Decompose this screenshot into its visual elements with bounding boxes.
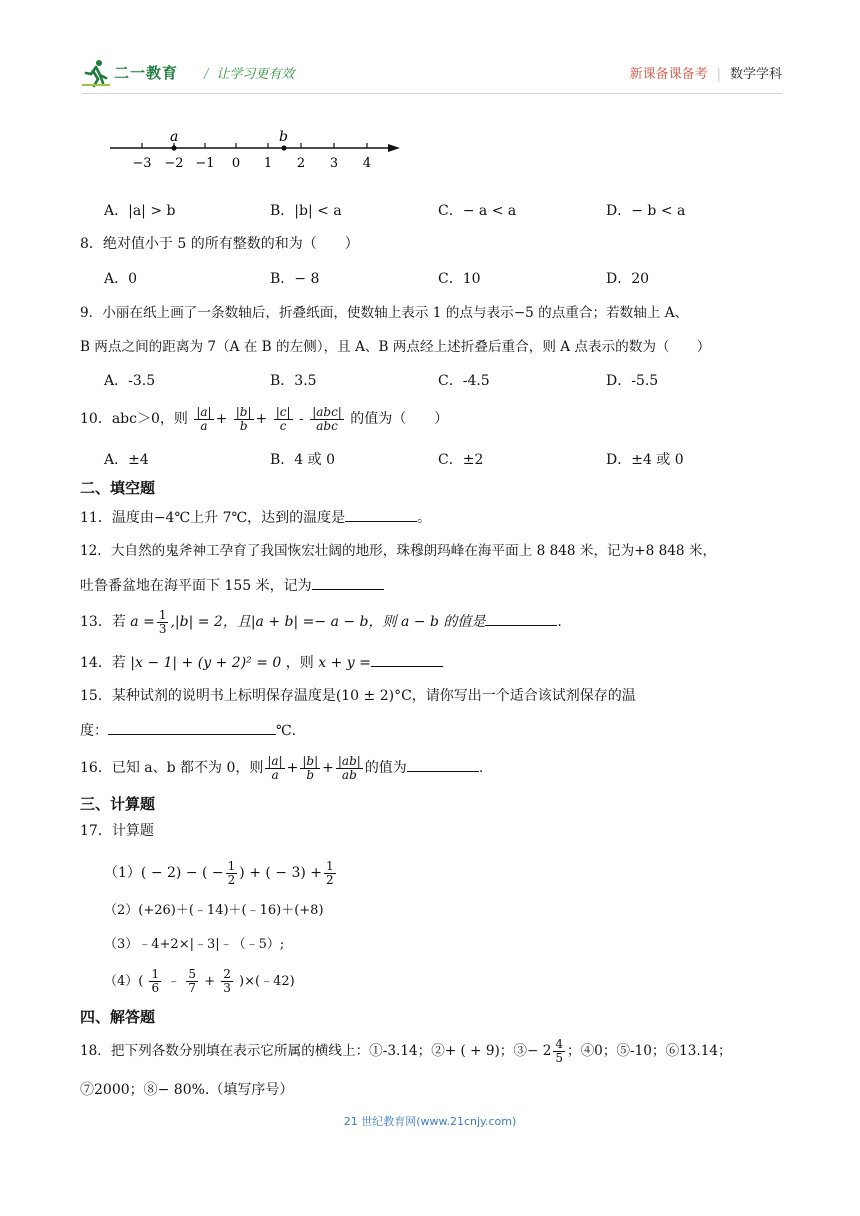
fraction: $\frac{5}{7}$ bbox=[188, 967, 197, 995]
q7-option-d: D．− b < a bbox=[606, 203, 686, 219]
number-line bbox=[104, 125, 414, 179]
slogan: / 让学习更有效 bbox=[204, 67, 295, 82]
q15-line1: 15．某种试剂的说明书上标明保存温度是(10 ± 2)°C，请你写出一个适合该试剂保存的温 bbox=[80, 688, 636, 704]
q7-option-c: C．− a < a bbox=[438, 203, 517, 219]
tick-labels bbox=[132, 156, 371, 171]
q8-stem: 8．绝对值小于 5 的所有整数的和为（ ） bbox=[80, 236, 359, 252]
point-a bbox=[171, 145, 176, 150]
q10-option-d: D．±4 或 0 bbox=[606, 452, 684, 468]
q10-option-a: A．±4 bbox=[104, 452, 149, 468]
fraction: $\frac{|b|}{b}$ bbox=[302, 753, 319, 782]
q9-option-d: D．-5.5 bbox=[606, 373, 659, 389]
answer-blank[interactable] bbox=[108, 720, 276, 735]
q16: 16．已知 a、b 都不为 0，则 $\frac{|a|}{a}$ + $\frac{|b|}{b}$ + $\frac{|ab|}{ab}$ 的值为 . bbox=[80, 753, 484, 782]
q15-line2: 度： ℃. bbox=[80, 720, 296, 741]
q8-option-d: D．20 bbox=[606, 271, 650, 287]
fraction: $\frac{|b|}{b}$ bbox=[235, 404, 252, 433]
q17-part3: （3）﹣4+2×|﹣3|﹣（﹣5）; bbox=[104, 937, 285, 952]
q8-option-a: A．0 bbox=[104, 271, 138, 287]
q10-suffix: 的值为（ ） bbox=[350, 411, 449, 427]
answer-blank[interactable] bbox=[485, 611, 557, 626]
q7-option-a: A．|a| > b bbox=[104, 203, 176, 219]
q18-line1: 18．把下列各数分别填在表示它所属的横线上：①-3.14；②+ ( + 9)；③− 2 $\frac{4}{5}$ ；④0；⑤-10；⑥13.14； bbox=[80, 1037, 732, 1065]
section-heading-calculation: 三、计算题 bbox=[80, 795, 156, 813]
logo-text: 二一教育 bbox=[114, 64, 179, 82]
q8-option-b: B．− 8 bbox=[270, 271, 320, 287]
header-right: 新课备课备考 | 数学学科 bbox=[629, 67, 782, 82]
q9-stem-line1: 9．小丽在纸上画了一条数轴后，折叠纸面，使数轴上表示 1 的点与表示−5 的点重合；若数轴上 A、 bbox=[80, 305, 689, 321]
q8-option-c: C．10 bbox=[438, 271, 481, 287]
answer-blank[interactable] bbox=[312, 575, 384, 590]
q17-part4: （4）( $\frac{1}{6}$ ﹣ $\frac{5}{7}$ + $\frac{2}{3}$ )×(﹣42) bbox=[104, 967, 295, 995]
q10-option-c: C．±2 bbox=[438, 452, 484, 468]
tick-label: 3 bbox=[329, 156, 339, 171]
page-footer[interactable]: 21 世纪教育网(www.21cnjy.com) bbox=[343, 1115, 517, 1128]
label-a: a bbox=[170, 129, 179, 145]
q7-option-b: B．|b| < a bbox=[270, 203, 342, 219]
fraction: $\frac{|a|}{a}$ bbox=[196, 404, 212, 433]
arrow-icon bbox=[388, 144, 400, 152]
tick-label: −3 bbox=[132, 156, 152, 171]
answer-blank[interactable] bbox=[345, 507, 417, 522]
q9-stem-line2: B 两点之间的距离为 7（A 在 B 的左侧），且 A、B 两点经上述折叠后重合，则 A 点表示的数为（ ） bbox=[80, 339, 711, 355]
q18-line2: ⑦2000；⑧− 80%.（填写序号） bbox=[80, 1082, 294, 1098]
q13: 13．若 a = $\frac{1}{3}$ ,|b| = 2，且|a + b| =− a − b，则 a − b 的值是 . bbox=[80, 607, 562, 636]
tick-label: 1 bbox=[263, 156, 273, 171]
answer-blank[interactable] bbox=[407, 757, 479, 772]
slogan-text: 让学习更有效 bbox=[216, 67, 295, 82]
tick-label: 4 bbox=[362, 156, 372, 171]
q9-option-a: A．-3.5 bbox=[104, 373, 156, 389]
q10-option-b: B．4 或 0 bbox=[270, 452, 336, 468]
q17-stem: 17．计算题 bbox=[80, 823, 154, 839]
tick-label: −2 bbox=[164, 156, 184, 171]
q12-line2: 吐鲁番盆地在海平面下 155 米，记为 bbox=[80, 575, 384, 596]
section-heading-answer: 四、解答题 bbox=[80, 1008, 156, 1026]
q17-part1: （1）( − 2) − ( − $\frac{1}{2}$ ) + ( − 3) + $\frac{1}{2}$ bbox=[104, 858, 334, 887]
tick-label: −1 bbox=[195, 156, 215, 171]
q14: 14．若 |x − 1| + (y + 2)² = 0 ，则 x + y = bbox=[80, 652, 443, 673]
header-tag: 新课备课备考 bbox=[629, 67, 708, 82]
q11: 11．温度由−4℃上升 7℃，达到的温度是 。 bbox=[80, 507, 431, 528]
header-subject: 数学学科 bbox=[729, 67, 782, 82]
tick-label: 2 bbox=[296, 156, 306, 171]
point-b bbox=[281, 145, 286, 150]
q9-option-c: C．-4.5 bbox=[438, 373, 490, 389]
header-divider bbox=[82, 93, 782, 94]
q10-stem: 10．abc＞0，则 $\frac{|a|}{a}$ + $\frac{|b|}{b}$ + $\frac{|c|}{c}$ - $\frac{\text{|abc|}}{\text{abc}}$ 的值为（ ） bbox=[80, 404, 449, 433]
fraction: $\frac{1}{2}$ bbox=[227, 858, 236, 887]
brand-logo bbox=[82, 56, 192, 90]
section-heading-fill-in: 二、填空题 bbox=[80, 479, 156, 497]
fraction: $\frac{|a|}{a}$ bbox=[267, 753, 283, 782]
tick-label: 0 bbox=[231, 156, 241, 171]
fraction: $\frac{|ab|}{ab}$ bbox=[337, 753, 361, 782]
fraction: $\frac{\text{|abc|}}{\text{abc}}$ bbox=[312, 404, 342, 433]
runner-icon bbox=[82, 58, 112, 88]
fraction: $\frac{1}{2}$ bbox=[326, 858, 334, 887]
page-header bbox=[82, 56, 782, 90]
q9-option-b: B．3.5 bbox=[270, 373, 317, 389]
fraction: $\frac{1}{6}$ bbox=[151, 967, 160, 995]
fraction: $\frac{2}{3}$ bbox=[223, 967, 231, 995]
q10-prefix: 10．abc＞0，则 bbox=[80, 411, 188, 427]
label-b: b bbox=[279, 129, 288, 145]
fraction: $\frac{|c|}{c}$ bbox=[275, 404, 291, 433]
answer-blank[interactable] bbox=[371, 652, 443, 667]
fraction: $\frac{4}{5}$ bbox=[555, 1037, 563, 1065]
q17-part2: （2）(+26)＋(﹣14)＋(﹣16)＋(+8) bbox=[104, 903, 324, 918]
fraction: $\frac{1}{3}$ bbox=[158, 607, 167, 636]
q12-line1: 12．大自然的鬼斧神工孕育了我国恢宏壮阔的地形，珠穆朗玛峰在海平面上 8 848 米，记为+8 848 米， bbox=[80, 543, 717, 559]
